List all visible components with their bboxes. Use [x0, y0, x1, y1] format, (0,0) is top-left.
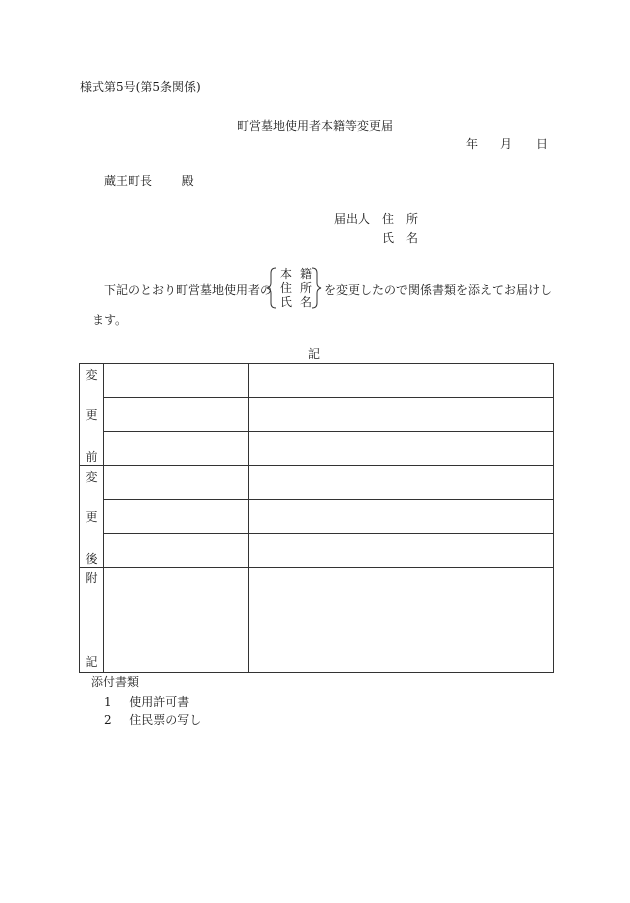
notes-field-value[interactable] [249, 568, 554, 673]
after-field-label-2[interactable] [104, 500, 249, 534]
form-number: 様式第5号(第5条関係) [80, 80, 201, 94]
brace-group [266, 267, 322, 307]
before-change-label: 変 更 前 [80, 364, 104, 466]
brace-item-jusho-2: 所 [300, 281, 313, 295]
change-form-table [79, 363, 554, 673]
after-field-value-2[interactable] [249, 500, 554, 534]
before-field-value-3[interactable] [249, 432, 554, 466]
after-field-value-3[interactable] [249, 534, 554, 568]
right-brace [312, 268, 321, 308]
addressee-honorific: 殿 [181, 174, 194, 188]
date-day-label: 日 [536, 137, 549, 151]
body-continuation: ます。 [92, 313, 128, 327]
left-brace [267, 268, 276, 308]
before-field-label-3[interactable] [104, 432, 249, 466]
before-field-value-1[interactable] [249, 364, 554, 398]
applicant-name-label-2: 名 [406, 231, 419, 245]
brace-item-shimei-1: 氏 [280, 295, 293, 309]
attachment-item: 2 住民票の写し [104, 713, 202, 727]
ki-heading: 記 [308, 347, 321, 361]
addressee-name: 蔵王町長 [104, 174, 153, 188]
after-change-label: 変 更 後 [80, 466, 104, 568]
applicant-label: 届出人 [334, 212, 371, 226]
notes-label: 附 記 [80, 568, 104, 673]
before-field-value-2[interactable] [249, 398, 554, 432]
applicant-name-label-1: 氏 [382, 231, 395, 245]
notes-field-label[interactable] [104, 568, 249, 673]
after-field-value-1[interactable] [249, 466, 554, 500]
date-month-label: 月 [500, 137, 513, 151]
after-field-label-1[interactable] [104, 466, 249, 500]
applicant-address-label-2: 所 [406, 212, 419, 226]
addressee [104, 175, 194, 187]
after-field-label-3[interactable] [104, 534, 249, 568]
date-year-label: 年 [466, 137, 479, 151]
attachment-item: 1 使用許可書 [104, 695, 190, 709]
before-field-label-1[interactable] [104, 364, 249, 398]
brace-item-shimei-2: 名 [300, 295, 313, 309]
brace-item-honseki-1: 本 [280, 267, 293, 281]
brace-item-jusho-1: 住 [280, 281, 293, 295]
brace-shapes [266, 267, 322, 309]
document-title: 町営墓地使用者本籍等変更届 [236, 119, 393, 133]
body-lead-text: 下記のとおり町営墓地使用者の [104, 283, 273, 297]
body-tail-text: を変更したので関係書類を添えてお届けし [324, 283, 553, 297]
before-field-label-2[interactable] [104, 398, 249, 432]
applicant-address-label-1: 住 [382, 212, 395, 226]
brace-item-honseki-2: 籍 [300, 267, 313, 281]
attachments-heading: 添付書類 [91, 675, 140, 689]
